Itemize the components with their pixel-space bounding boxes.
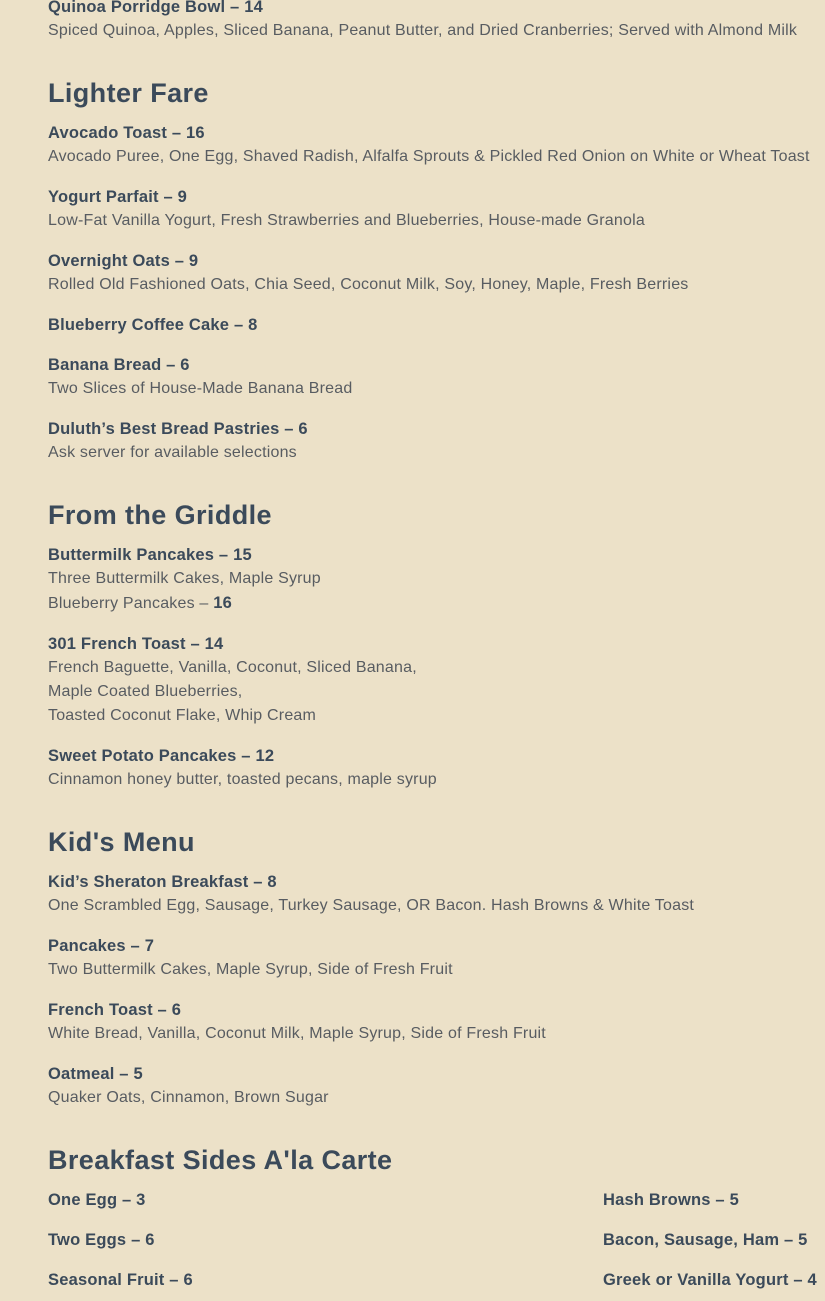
section-heading-from-the-griddle: From the Griddle xyxy=(48,500,272,530)
menu-item-title: Pancakes – 7 xyxy=(48,937,155,955)
menu-item-sub-line-price: 16 xyxy=(213,594,232,612)
section-heading-lighter-fare: Lighter Fare xyxy=(48,78,209,108)
menu-item xyxy=(48,353,805,401)
menu-item xyxy=(48,185,805,233)
menu-item-title: French Toast – 6 xyxy=(48,1001,182,1019)
menu-item xyxy=(48,543,805,616)
menu-item-description: Spiced Quinoa, Apples, Sliced Banana, Peanut Butter, and Dried Cranberries; Served with Almond Milk xyxy=(48,22,798,39)
menu-item-description: Low-Fat Vanilla Yogurt, Fresh Strawberries and Blueberries, House-made Granola xyxy=(48,212,645,229)
menu-item-sub-line xyxy=(48,591,805,616)
menu-item-title: Avocado Toast – 16 xyxy=(48,124,205,142)
side-item-right: Bacon, Sausage, Ham – 5 xyxy=(603,1231,808,1249)
side-item-left: Two Eggs – 6 xyxy=(48,1231,155,1249)
menu-item-title: Sweet Potato Pancakes – 12 xyxy=(48,747,275,765)
menu-item-title: Duluth’s Best Bread Pastries – 6 xyxy=(48,420,308,438)
menu-item-description: Three Buttermilk Cakes, Maple Syrup xyxy=(48,570,321,587)
section-heading-kid-s-menu: Kid's Menu xyxy=(48,827,195,857)
menu-item-title: Oatmeal – 5 xyxy=(48,1065,143,1083)
menu-item xyxy=(48,0,805,43)
side-item-right: Greek or Vanilla Yogurt – 4 xyxy=(603,1271,817,1289)
menu-item-description: Quaker Oats, Cinnamon, Brown Sugar xyxy=(48,1089,329,1106)
menu-item-description: Two Buttermilk Cakes, Maple Syrup, Side of Fresh Fruit xyxy=(48,961,453,978)
side-item-left: One Egg – 3 xyxy=(48,1191,146,1209)
menu-item-title: Quinoa Porridge Bowl – 14 xyxy=(48,0,263,16)
menu-item-description: One Scrambled Egg, Sausage, Turkey Sausage, OR Bacon. Hash Browns & White Toast xyxy=(48,897,695,914)
menu-item-description: Cinnamon honey butter, toasted pecans, maple syrup xyxy=(48,771,437,788)
menu-item-title: 301 French Toast – 14 xyxy=(48,635,224,653)
menu-item-title: Yogurt Parfait – 9 xyxy=(48,188,187,206)
menu-item xyxy=(48,249,805,297)
menu-item xyxy=(48,870,805,918)
menu-item-title: Buttermilk Pancakes – 15 xyxy=(48,546,252,564)
menu-item-description: Rolled Old Fashioned Oats, Chia Seed, Coconut Milk, Soy, Honey, Maple, Fresh Berries xyxy=(48,276,689,293)
menu-item-title: Kid’s Sheraton Breakfast – 8 xyxy=(48,873,277,891)
menu-item-title: Overnight Oats – 9 xyxy=(48,252,199,270)
menu-item xyxy=(48,744,805,792)
side-item-right: Hash Browns – 5 xyxy=(603,1191,739,1209)
side-item-left: Seasonal Fruit – 6 xyxy=(48,1271,193,1289)
sides-row xyxy=(48,1188,805,1212)
menu-item-description: Maple Coated Blueberries, xyxy=(48,683,243,700)
menu-item xyxy=(48,417,805,465)
sides-row xyxy=(48,1268,817,1292)
menu-item-description: Avocado Puree, One Egg, Shaved Radish, Alfalfa Sprouts & Pickled Red Onion on White or Wheat Toast xyxy=(48,148,810,165)
menu-item xyxy=(48,313,805,337)
menu-item xyxy=(48,998,805,1046)
menu-item xyxy=(48,934,805,982)
menu-item-description: Two Slices of House-Made Banana Bread xyxy=(48,380,353,397)
menu-item-title: Banana Bread – 6 xyxy=(48,356,190,374)
menu-item-title: Blueberry Coffee Cake – 8 xyxy=(48,316,258,334)
menu-item-description: Ask server for available selections xyxy=(48,444,297,461)
menu-item xyxy=(48,121,810,169)
menu-item-description: White Bread, Vanilla, Coconut Milk, Maple Syrup, Side of Fresh Fruit xyxy=(48,1025,546,1042)
menu-item xyxy=(48,1062,805,1110)
menu-item-description: Toasted Coconut Flake, Whip Cream xyxy=(48,707,317,724)
sides-row xyxy=(48,1228,808,1252)
section-heading-breakfast-sides-a-la-carte: Breakfast Sides A'la Carte xyxy=(48,1145,393,1175)
menu-item-sub-line-text: Blueberry Pancakes – xyxy=(48,595,214,612)
menu-item-description: French Baguette, Vanilla, Coconut, Sliced Banana, xyxy=(48,659,417,676)
menu-item xyxy=(48,632,805,728)
